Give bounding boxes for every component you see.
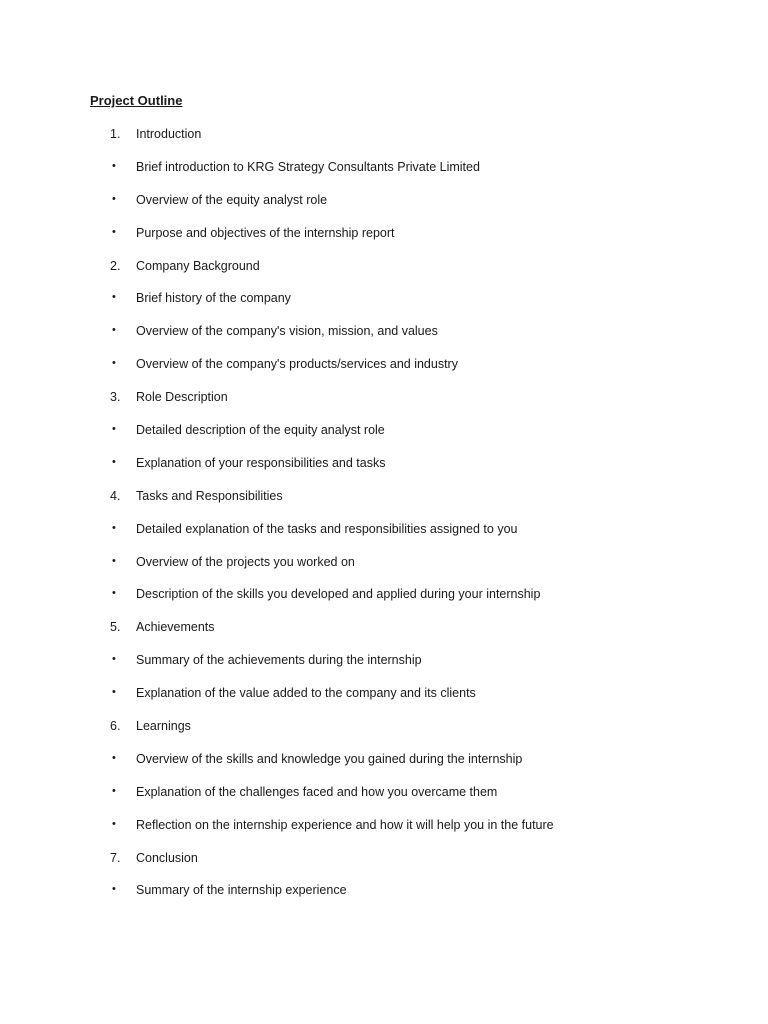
bullet-icon: • bbox=[112, 686, 116, 699]
bullet-icon: • bbox=[112, 291, 116, 304]
bullet-text: Explanation of your responsibilities and tasks bbox=[136, 455, 386, 470]
bullet-text: Explanation of the value added to the company and its clients bbox=[136, 686, 476, 701]
section-number: 2. bbox=[110, 258, 121, 273]
bullet-icon: • bbox=[112, 817, 116, 830]
bullet-icon: • bbox=[112, 784, 116, 797]
section-number: 7. bbox=[110, 850, 121, 865]
bullet-icon: • bbox=[112, 521, 116, 534]
section-title: Tasks and Responsibilities bbox=[136, 488, 283, 503]
section-title: Learnings bbox=[136, 719, 191, 734]
section-number: 3. bbox=[110, 390, 121, 405]
bullet-text: Summary of the achievements during the internship bbox=[136, 653, 422, 668]
bullet-icon: • bbox=[112, 192, 116, 205]
bullet-text: Brief history of the company bbox=[136, 291, 291, 306]
bullet-text: Explanation of the challenges faced and how you overcame them bbox=[136, 784, 498, 799]
bullet-text: Overview of the skills and knowledge you gained during the internship bbox=[136, 751, 523, 766]
bullet-text: Detailed description of the equity analyst role bbox=[136, 423, 385, 438]
section-number: 4. bbox=[110, 488, 121, 503]
bullet-icon: • bbox=[112, 653, 116, 666]
bullet-icon: • bbox=[112, 883, 116, 896]
bullet-text: Detailed explanation of the tasks and responsibilities assigned to you bbox=[136, 521, 518, 536]
bullet-text: Reflection on the internship experience and how it will help you in the future bbox=[136, 817, 554, 832]
bullet-text: Overview of the company's vision, mission, and values bbox=[136, 324, 438, 339]
bullet-icon: • bbox=[112, 225, 116, 238]
section-number: 1. bbox=[110, 127, 121, 141]
bullet-icon: • bbox=[112, 751, 116, 764]
section-number: 5. bbox=[110, 620, 121, 635]
bullet-text: Summary of the internship experience bbox=[136, 883, 347, 898]
section-title: Company Background bbox=[136, 258, 260, 273]
bullet-text: Overview of the company's products/services and industry bbox=[136, 357, 458, 372]
bullet-icon: • bbox=[112, 554, 116, 567]
section-number: 6. bbox=[110, 719, 121, 734]
bullet-text: Description of the skills you developed and applied during your internship bbox=[136, 587, 541, 602]
section-title: Role Description bbox=[136, 390, 228, 405]
bullet-icon: • bbox=[112, 324, 116, 337]
bullet-text: Overview of the equity analyst role bbox=[136, 192, 328, 207]
section-title: Conclusion bbox=[136, 850, 198, 865]
bullet-icon: • bbox=[112, 159, 116, 172]
bullet-icon: • bbox=[112, 357, 116, 370]
section-title: Introduction bbox=[136, 127, 202, 141]
bullet-icon: • bbox=[112, 455, 116, 468]
bullet-text: Brief introduction to KRG Strategy Consultants Private Limited bbox=[136, 159, 480, 174]
bullet-icon: • bbox=[112, 423, 116, 436]
bullet-text: Purpose and objectives of the internship report bbox=[136, 225, 395, 240]
bullet-icon: • bbox=[112, 587, 116, 600]
section-title: Achievements bbox=[136, 620, 215, 635]
page-title: Project Outline bbox=[90, 93, 183, 108]
bullet-text: Overview of the projects you worked on bbox=[136, 554, 355, 569]
